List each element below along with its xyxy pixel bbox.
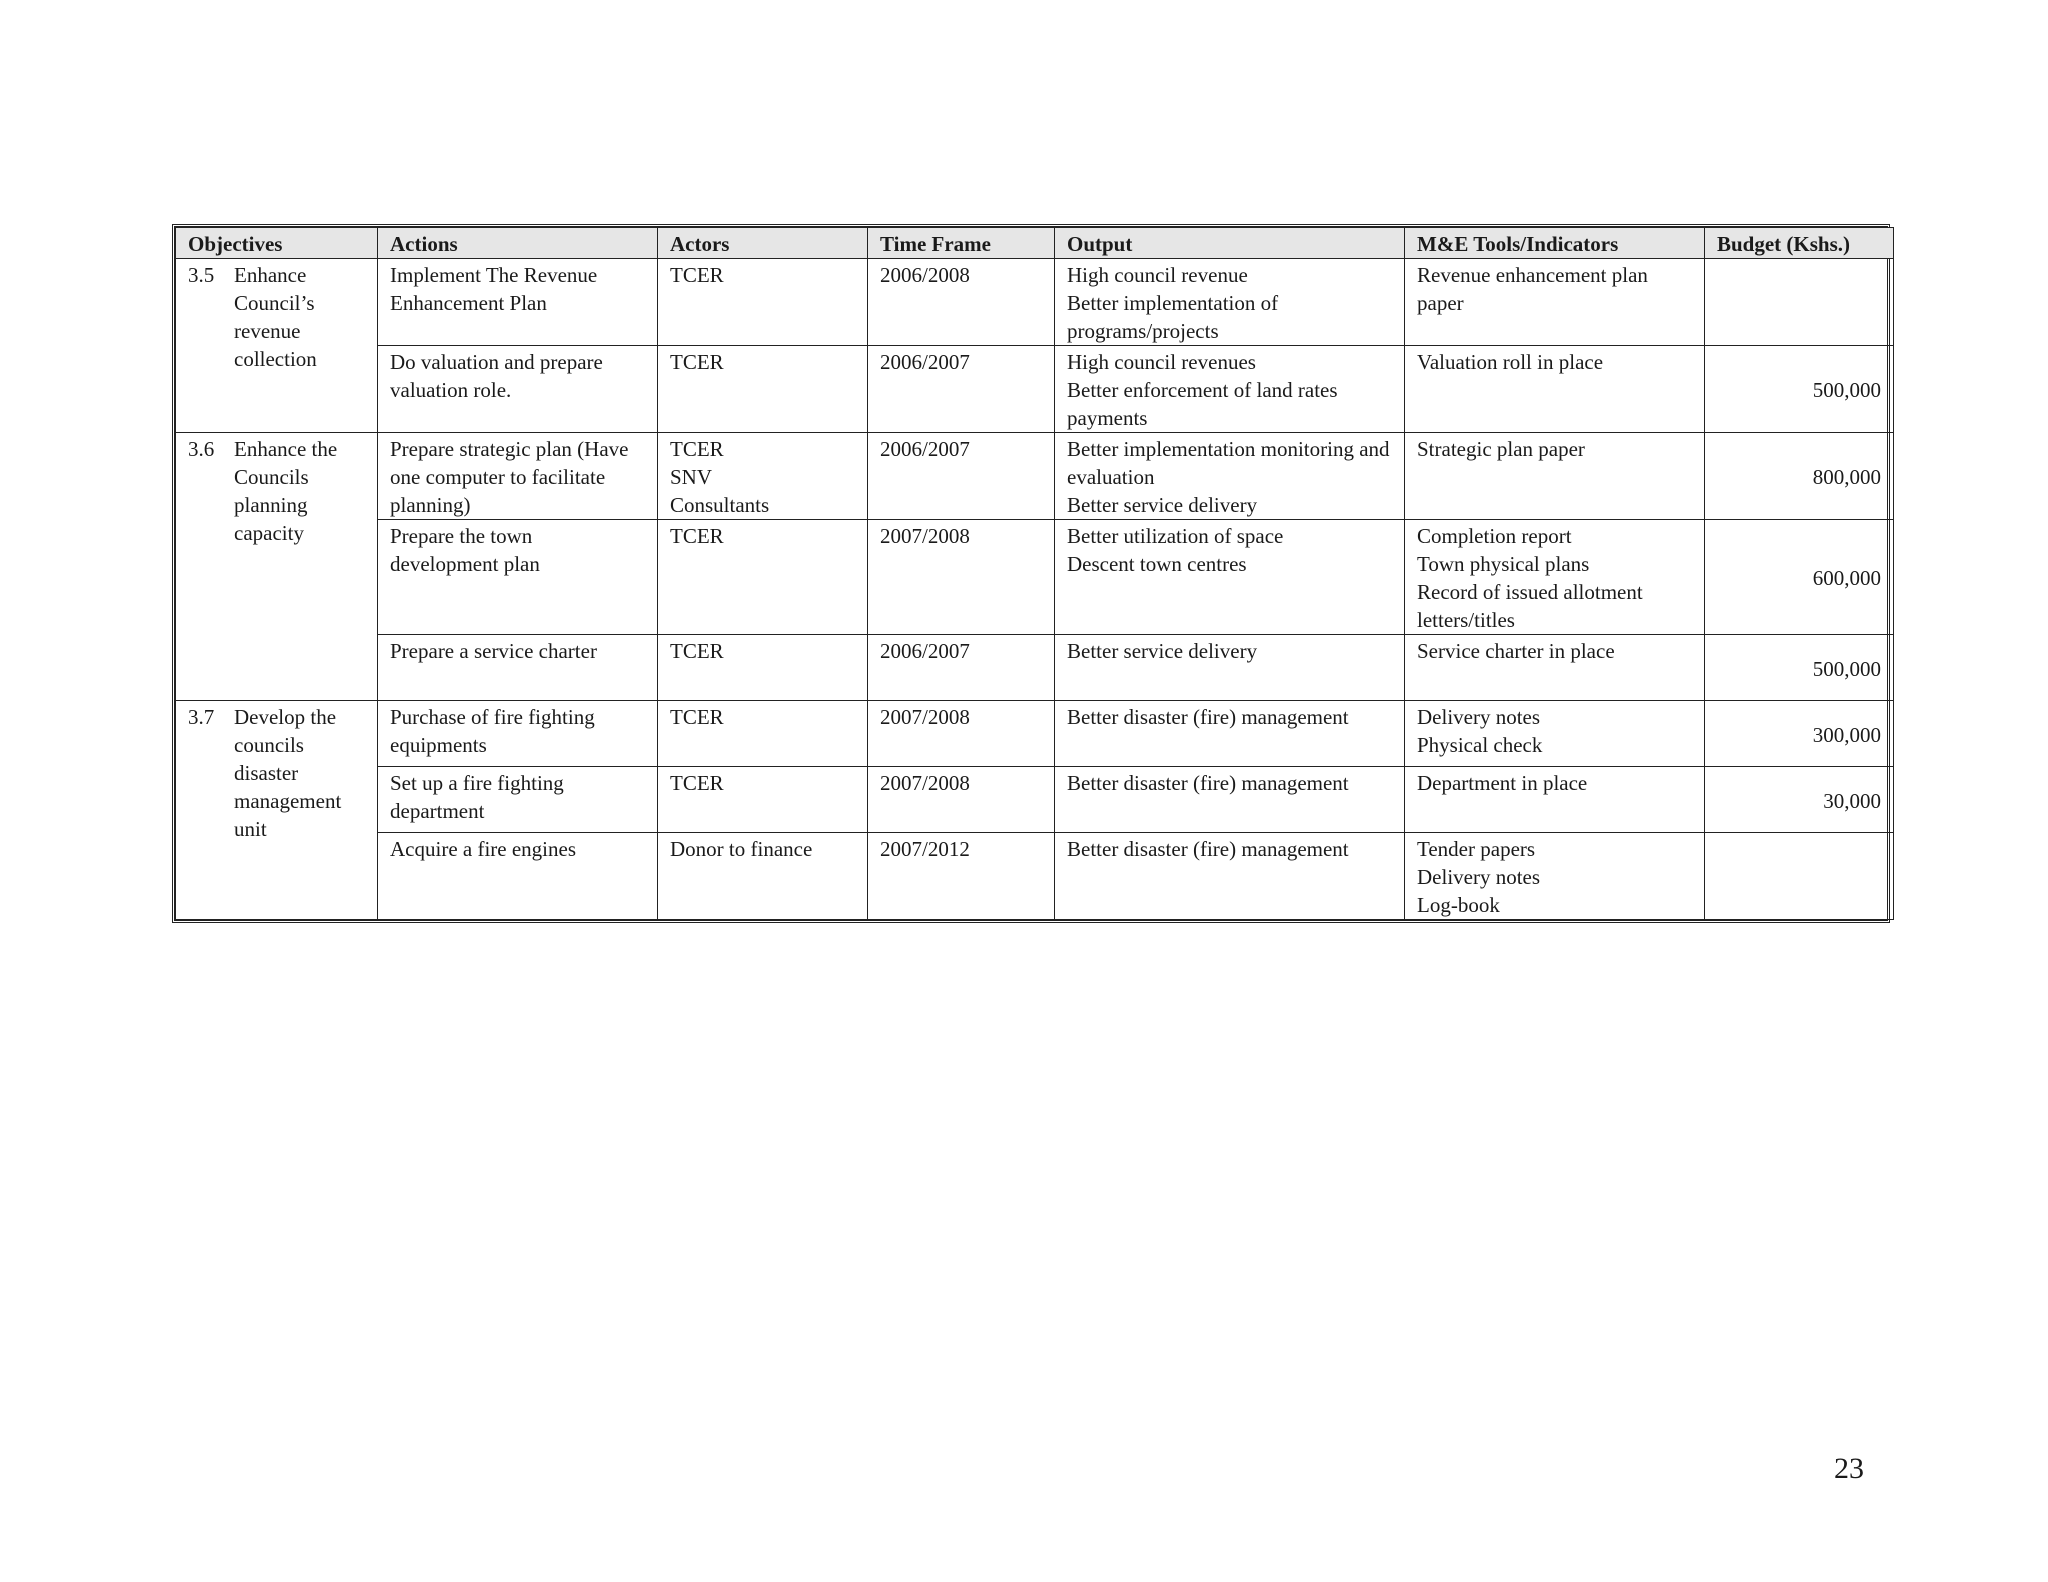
table-row <box>176 433 1894 520</box>
column-header-indicators: M&E Tools/Indicators <box>1405 228 1705 259</box>
output-cell <box>1055 833 1405 920</box>
actors-cell-line: TCER <box>670 639 724 663</box>
indicators-cell-line: Log-book <box>1417 893 1500 917</box>
objective <box>188 261 365 373</box>
action-cell: Implement The Revenue Enhancement Plan <box>378 259 658 346</box>
column-header-actors: Actors <box>658 228 868 259</box>
objective-cell <box>176 433 378 701</box>
indicators-cell <box>1405 346 1705 433</box>
table-row <box>176 520 1894 635</box>
budget-cell: 500,000 <box>1705 346 1894 433</box>
indicators-cell <box>1405 433 1705 520</box>
objective-cell <box>176 701 378 920</box>
actors-cell <box>658 520 868 635</box>
action-plan-table <box>175 227 1894 920</box>
output-cell <box>1055 259 1405 346</box>
actors-cell <box>658 833 868 920</box>
objective-number: 3.6 <box>188 437 215 461</box>
action-cell: Prepare a service charter <box>378 635 658 701</box>
actors-cell <box>658 346 868 433</box>
output-cell-line: Better service delivery <box>1067 639 1258 663</box>
output-cell <box>1055 433 1405 520</box>
indicators-cell <box>1405 520 1705 635</box>
action-cell: Set up a fire fighting department <box>378 767 658 833</box>
indicators-cell <box>1405 701 1705 767</box>
indicators-cell-line: Tender papers <box>1417 837 1536 861</box>
output-cell-line: High council revenue <box>1067 263 1248 287</box>
table-row <box>176 767 1894 833</box>
action-cell: Prepare strategic plan (Have one computer to facilitate planning) <box>378 433 658 520</box>
action-cell: Purchase of fire fighting equipments <box>378 701 658 767</box>
output-cell <box>1055 635 1405 701</box>
indicators-cell-line: Department in place <box>1417 771 1588 795</box>
objective-cell <box>176 259 378 433</box>
actors-cell <box>658 259 868 346</box>
indicators-cell-line: Physical check <box>1417 733 1543 757</box>
time-frame-cell: 2007/2008 <box>868 701 1055 767</box>
indicators-cell-line: Delivery notes <box>1417 865 1541 889</box>
budget-cell <box>1705 259 1894 346</box>
indicators-cell-line: Revenue enhancement plan paper <box>1417 263 1648 315</box>
output-cell-line: Better implementation monitoring and evaluation <box>1067 437 1390 489</box>
column-header-time-frame: Time Frame <box>868 228 1055 259</box>
time-frame-cell: 2006/2007 <box>868 635 1055 701</box>
objective-number: 3.5 <box>188 263 215 287</box>
output-cell-line: Better disaster (fire) management <box>1067 837 1349 861</box>
indicators-cell <box>1405 635 1705 701</box>
action-plan-table-frame <box>172 224 1890 923</box>
objective <box>188 703 365 843</box>
table-row <box>176 346 1894 433</box>
indicators-cell-line: Delivery notes <box>1417 705 1541 729</box>
objective-text: Develop the councils disaster management unit <box>234 705 342 841</box>
indicators-cell <box>1405 259 1705 346</box>
actors-cell <box>658 635 868 701</box>
indicators-cell-line: Town physical plans <box>1417 552 1590 576</box>
table-row <box>176 259 1894 346</box>
action-cell: Do valuation and prepare valuation role. <box>378 346 658 433</box>
time-frame-cell: 2007/2012 <box>868 833 1055 920</box>
actors-cell-line: Consultants <box>670 493 770 517</box>
indicators-cell-line: Service charter in place <box>1417 639 1615 663</box>
objective-text: Enhance Council’s revenue collection <box>234 263 317 371</box>
output-cell <box>1055 767 1405 833</box>
budget-cell: 600,000 <box>1705 520 1894 635</box>
output-cell-line: Better disaster (fire) management <box>1067 771 1349 795</box>
actors-cell-line: TCER <box>670 771 724 795</box>
actors-cell-line: TCER <box>670 263 724 287</box>
indicators-cell <box>1405 833 1705 920</box>
actors-cell <box>658 767 868 833</box>
budget-cell: 800,000 <box>1705 433 1894 520</box>
indicators-cell-line: Record of issued allotment letters/titles <box>1417 580 1643 632</box>
time-frame-cell: 2007/2008 <box>868 520 1055 635</box>
actors-cell-line: TCER <box>670 524 724 548</box>
indicators-cell-line: Valuation roll in place <box>1417 350 1604 374</box>
budget-cell <box>1705 833 1894 920</box>
output-cell <box>1055 701 1405 767</box>
table-body <box>176 259 1894 920</box>
time-frame-cell: 2006/2007 <box>868 433 1055 520</box>
time-frame-cell: 2007/2008 <box>868 767 1055 833</box>
time-frame-cell: 2006/2007 <box>868 346 1055 433</box>
column-header-actions: Actions <box>378 228 658 259</box>
output-cell <box>1055 346 1405 433</box>
objective-text: Enhance the Councils planning capacity <box>234 437 338 545</box>
indicators-cell-line: Strategic plan paper <box>1417 437 1585 461</box>
output-cell-line: Better enforcement of land rates payments <box>1067 378 1338 430</box>
output-cell-line: Better disaster (fire) management <box>1067 705 1349 729</box>
actors-cell-line: TCER <box>670 350 724 374</box>
budget-cell: 300,000 <box>1705 701 1894 767</box>
action-cell: Prepare the town development plan <box>378 520 658 635</box>
actors-cell-line: SNV <box>670 465 713 489</box>
time-frame-cell: 2006/2008 <box>868 259 1055 346</box>
table-row <box>176 635 1894 701</box>
actors-cell-line: TCER <box>670 437 724 461</box>
page-number: 23 <box>1834 1452 1864 1485</box>
objective <box>188 435 365 547</box>
column-header-objectives: Objectives <box>176 228 378 259</box>
actors-cell <box>658 701 868 767</box>
indicators-cell-line: Completion report <box>1417 524 1572 548</box>
indicators-cell <box>1405 767 1705 833</box>
output-cell-line: High council revenues <box>1067 350 1256 374</box>
output-cell <box>1055 520 1405 635</box>
column-header-output: Output <box>1055 228 1405 259</box>
actors-cell-line: TCER <box>670 705 724 729</box>
output-cell-line: Descent town centres <box>1067 552 1247 576</box>
table-header-row <box>176 228 1894 259</box>
actors-cell <box>658 433 868 520</box>
budget-cell: 500,000 <box>1705 635 1894 701</box>
column-header-budget: Budget (Kshs.) <box>1705 228 1894 259</box>
table-row <box>176 833 1894 920</box>
budget-cell: 30,000 <box>1705 767 1894 833</box>
output-cell-line: Better implementation of programs/projects <box>1067 291 1279 343</box>
objective-number: 3.7 <box>188 705 215 729</box>
table-row <box>176 701 1894 767</box>
output-cell-line: Better service delivery <box>1067 493 1258 517</box>
actors-cell-line: Donor to finance <box>670 837 813 861</box>
output-cell-line: Better utilization of space <box>1067 524 1284 548</box>
action-cell: Acquire a fire engines <box>378 833 658 920</box>
